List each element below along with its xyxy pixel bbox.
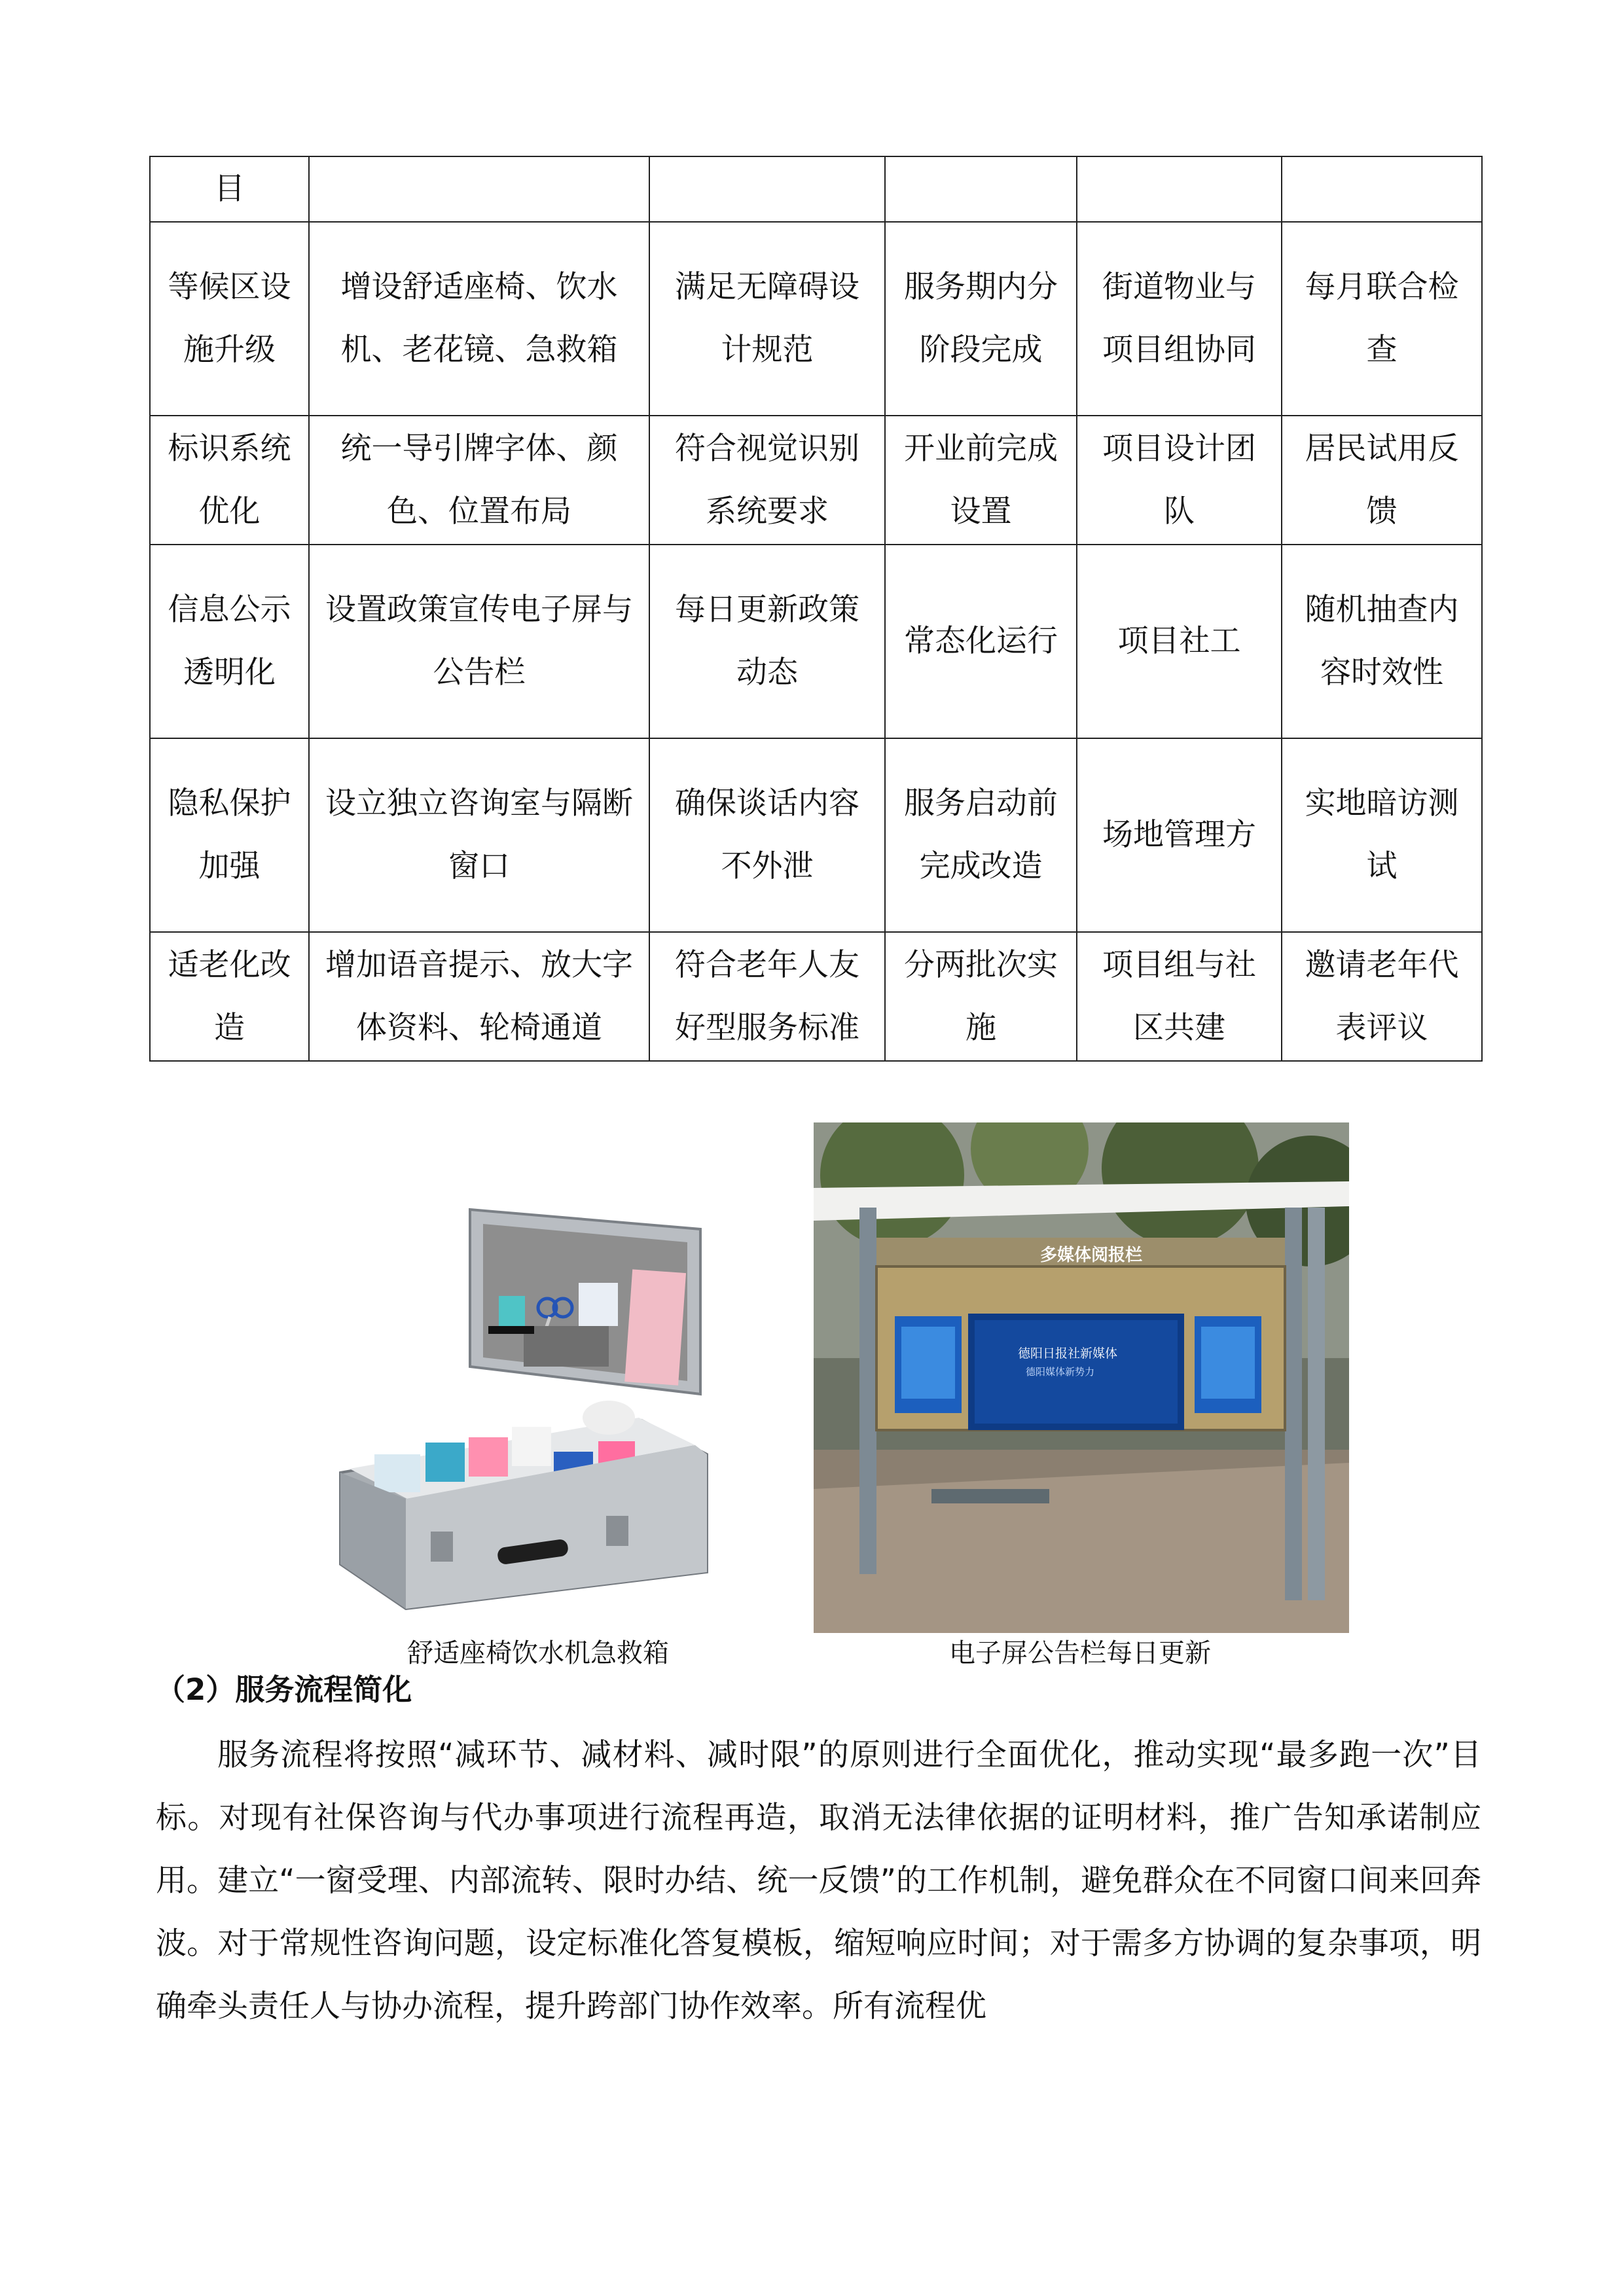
table-cell: 街道物业与项目组协同 bbox=[1077, 222, 1282, 416]
table-cell: 居民试用反馈 bbox=[1282, 416, 1482, 545]
table-cell: 实地暗访测试 bbox=[1282, 738, 1482, 932]
table-cell: 隐私保护加强 bbox=[150, 738, 309, 932]
table-cell bbox=[1282, 156, 1482, 222]
table-cell: 项目组与社区共建 bbox=[1077, 932, 1282, 1061]
section-heading: （2）服务流程简化 bbox=[156, 1672, 412, 1707]
table-cell: 服务期内分阶段完成 bbox=[885, 222, 1077, 416]
table-cell: 增加语音提示、放大字体资料、轮椅通道 bbox=[309, 932, 649, 1061]
bulletin-sign-text: 多媒体阅报栏 bbox=[1040, 1246, 1143, 1265]
first-aid-kit-photo bbox=[334, 1198, 713, 1610]
first-aid-kit-icon bbox=[334, 1198, 713, 1610]
table-row bbox=[150, 222, 1482, 416]
table-cell: 随机抽查内容时效性 bbox=[1282, 545, 1482, 738]
table-cell: 标识系统优化 bbox=[150, 416, 309, 545]
table-cell: 常态化运行 bbox=[885, 545, 1077, 738]
table-row bbox=[150, 156, 1482, 222]
table-cell: 目 bbox=[150, 156, 309, 222]
table-row bbox=[150, 416, 1482, 545]
table-cell bbox=[649, 156, 885, 222]
table-cell: 符合老年人友好型服务标准 bbox=[649, 932, 885, 1061]
table-cell: 满足无障碍设计规范 bbox=[649, 222, 885, 416]
table-cell: 适老化改造 bbox=[150, 932, 309, 1061]
screen-title: 德阳日报社新媒体 bbox=[1018, 1346, 1118, 1361]
table-cell bbox=[885, 156, 1077, 222]
table-cell: 项目社工 bbox=[1077, 545, 1282, 738]
figure-caption-left: 舒适座椅饮水机急救箱 bbox=[407, 1638, 669, 1668]
table-cell bbox=[309, 156, 649, 222]
table-cell bbox=[1077, 156, 1282, 222]
table-cell: 开业前完成设置 bbox=[885, 416, 1077, 545]
table-cell: 场地管理方 bbox=[1077, 738, 1282, 932]
screen-subtitle: 德阳媒体新势力 bbox=[1026, 1366, 1095, 1378]
table-cell: 确保谈话内容不外泄 bbox=[649, 738, 885, 932]
table-cell: 邀请老年代表评议 bbox=[1282, 932, 1482, 1061]
table-cell: 增设舒适座椅、饮水机、老花镜、急救箱 bbox=[309, 222, 649, 416]
table-cell: 每日更新政策动态 bbox=[649, 545, 885, 738]
table-cell: 服务启动前完成改造 bbox=[885, 738, 1077, 932]
table-cell: 信息公示透明化 bbox=[150, 545, 309, 738]
table-cell: 设立独立咨询室与隔断窗口 bbox=[309, 738, 649, 932]
table-cell: 分两批次实施 bbox=[885, 932, 1077, 1061]
table-cell: 统一导引牌字体、颜色、位置布局 bbox=[309, 416, 649, 545]
table-row bbox=[150, 932, 1482, 1061]
table-cell: 设置政策宣传电子屏与公告栏 bbox=[309, 545, 649, 738]
bulletin-board-photo bbox=[814, 1122, 1349, 1633]
body-paragraph: 服务流程将按照“减环节、减材料、减时限”的原则进行全面优化，推动实现“最多跑一次”目标。对现有社保咨询与代办事项进行流程再造，取消无法律依据的证明材料，推广告知承诺制应用。建立“一窗受理、内部流转、限时办结、统一反馈”的工作机制，避免群众在不同窗口间来回奔波。对于常规性咨询问题，设定标准化答复模板，缩短响应时间；对于需多方协调的复杂事项，明确牵头责任人与协办流程，提升跨部门协作效率。所有流程优 bbox=[156, 1737, 1481, 2024]
table-row bbox=[150, 738, 1482, 932]
table-row bbox=[150, 545, 1482, 738]
table-cell: 每月联合检查 bbox=[1282, 222, 1482, 416]
table-cell: 项目设计团队 bbox=[1077, 416, 1282, 545]
figure-caption-right: 电子屏公告栏每日更新 bbox=[949, 1638, 1211, 1668]
table-cell: 符合视觉识别系统要求 bbox=[649, 416, 885, 545]
measures-table bbox=[149, 156, 1483, 1062]
table-cell: 等候区设施升级 bbox=[150, 222, 309, 416]
